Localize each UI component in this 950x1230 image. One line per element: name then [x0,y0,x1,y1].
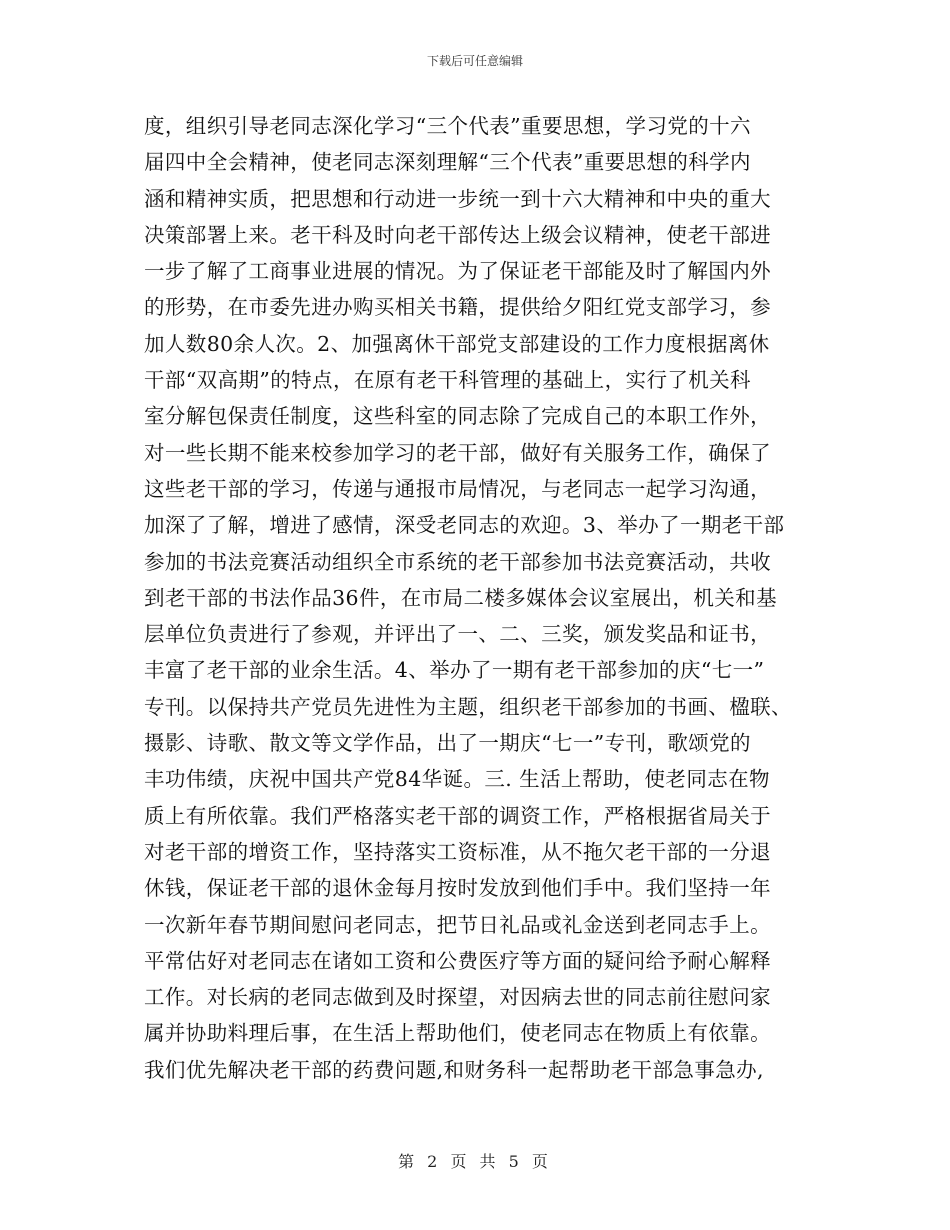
body-line: 我们优先解决老干部的药费问题,和财务科一起帮助老干部急事急办, [144,1057,764,1082]
body-line: 休钱，保证老干部的退休金每月按时发放到他们手中。我们坚持一年 [144,876,771,901]
body-line: 的形势，在市委先进办购买相关书籍，提供给夕阳红党支部学习，参 [144,295,771,320]
body-line: 属并协助料理后事，在生活上帮助他们，使老同志在物质上有依靠。 [144,1021,771,1046]
body-line: 加人数80余人次。2、加强离休干部党支部建设的工作力度根据离休 [144,331,770,356]
body-line: 对老干部的增资工作，坚持落实工资标准，从不拖欠老干部的一分退 [144,839,771,864]
body-line: 专刊。以保持共产党员先进性为主题，组织老干部参加的书画、楹联、 [144,694,792,719]
document-body [144,108,816,1088]
body-line: 室分解包保责任制度，这些科室的同志除了完成自己的本职工作外， [144,404,771,429]
page-number: 第 2 页 共 5 页 [398,1152,552,1171]
body-line: 一步了解了工商事业进展的情况。为了保证老干部能及时了解国内外 [144,259,771,284]
body-line: 质上有所依靠。我们严格落实老干部的调资工作，严格根据省局关于 [144,803,771,828]
body-line: 工作。对长病的老同志做到及时探望，对因病去世的同志前往慰问家 [144,985,771,1010]
body-line: 度，组织引导老同志深化学习“三个代表”重要思想，学习党的十六 [144,114,751,138]
body-line: 平常估好对老同志在诸如工资和公费医疗等方面的疑问给予耐心解释 [144,948,771,973]
body-line: 这些老干部的学习，传递与通报市局情况，与老同志一起学习沟通， [144,476,771,501]
body-line: 层单位负责进行了参观，并评出了一、二、三奖，颁发奖品和证书， [144,622,771,647]
body-line: 干部“双高期”的特点，在原有老干科管理的基础上，实行了机关科 [144,368,751,393]
body-line: 对一些长期不能来校参加学习的老干部，做好有关服务工作，确保了 [144,440,771,465]
body-line: 加深了了解，增进了感情，深受老同志的欢迎。3、举办了一期老干部 [144,513,785,538]
body-line: 涵和精神实质，把思想和行动进一步统一到十六大精神和中央的重大 [144,186,771,211]
body-line: 决策部署上来。老干科及时向老干部传达上级会议精神，使老干部进 [144,222,771,247]
body-line: 参加的书法竞赛活动组织全市系统的老干部参加书法竞赛活动，共收 [144,549,771,574]
body-line: 摄影、诗歌、散文等文学作品，出了一期庆“七一”专刊，歌颂党的 [144,731,751,756]
header-note: 下载后可任意编辑 [426,54,523,68]
body-line: 届四中全会精神，使老同志深刻理解“三个代表”重要思想的科学内 [144,150,751,175]
body-line: 到老干部的书法作品36件，在市局二楼多媒体会议室展出，机关和基 [144,585,777,610]
body-line: 丰富了老干部的业余生活。4、举办了一期有老干部参加的庆“七一” [144,658,765,683]
body-line: 一次新年春节期间慰问老同志，把节日礼品或礼金送到老同志手上。 [144,912,771,937]
body-line: 丰功伟绩，庆祝中国共产党84华诞。三. 生活上帮助，使老同志在物 [144,767,770,792]
